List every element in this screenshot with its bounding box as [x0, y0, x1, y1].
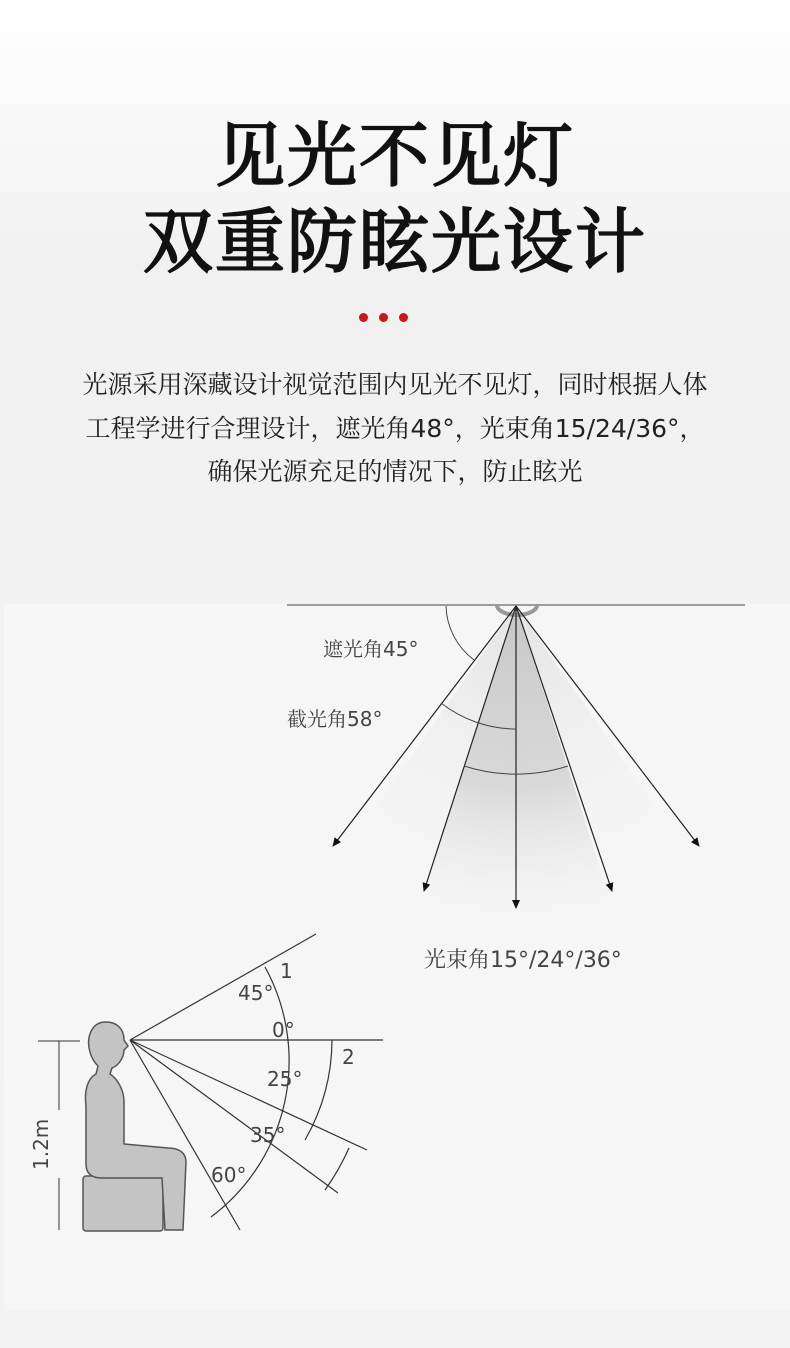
- angle-0-label: 0°: [272, 1018, 295, 1042]
- description-line-3: 确保光源充足的情况下，防止眩光: [207, 457, 583, 486]
- cutoff-angle-label: 截光角58°: [287, 707, 383, 731]
- zone-1-label: 1: [280, 959, 293, 983]
- shading-angle-arc: [446, 606, 474, 660]
- eye-diagram: [29, 934, 383, 1231]
- lamp-diagram: [287, 605, 745, 973]
- description-line-2: 工程学进行合理设计，遮光角48°，光束角15/24/36°，: [85, 414, 705, 443]
- height-label: 1.2m: [29, 1118, 53, 1170]
- shading-angle-label: 遮光角45°: [323, 637, 419, 661]
- seated-person-icon: [83, 1022, 186, 1231]
- description-line-1: 光源采用深藏设计视觉范围内见光不见灯，同时根据人体: [82, 370, 708, 399]
- angle-35-label: 35°: [250, 1123, 286, 1147]
- angle-25-label: 25°: [267, 1067, 303, 1091]
- angle-45-label: 45°: [238, 981, 274, 1005]
- title-line-2: 双重防眩光设计: [143, 201, 647, 283]
- angle-60-label: 60°: [211, 1163, 247, 1187]
- title-line-1: 见光不见灯: [215, 115, 575, 197]
- zone-2-label: 2: [342, 1045, 355, 1069]
- beam-angle-label: 光束角15°/24°/36°: [424, 948, 622, 973]
